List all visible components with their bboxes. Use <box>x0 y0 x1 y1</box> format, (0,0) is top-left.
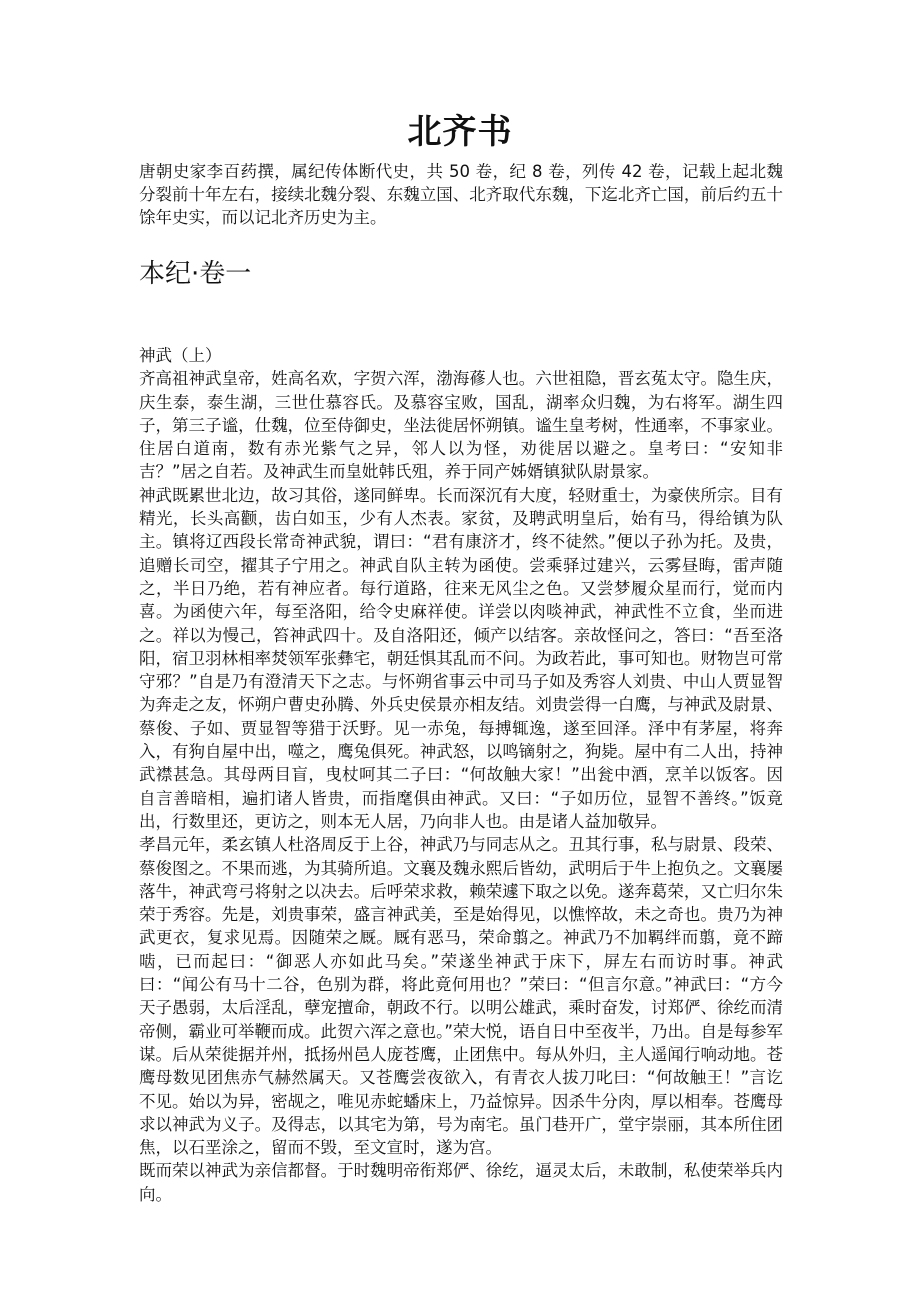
document-title: 北齐书 <box>407 112 513 152</box>
body-text <box>139 344 783 1206</box>
body-paragraph: 孝昌元年，柔玄镇人杜洛周反于上谷，神武乃与同志从之。丑其行事，私与尉景、段荣、蔡俊图之。不果而逃，为其骑所追。文襄及魏永熙后皆幼，武明后于牛上抱负之。文襄屡落牛，神武弯弓将射之以决去。后呼荣求救，赖荣遽下取之以免。遂奔葛荣，又亡归尔朱荣于秀容。先是，刘贵事荣，盛言神武美，至是始得见，以憔悴故，未之奇也。贵乃为神武更衣，复求见焉。因随荣之厩。厩有恶马，荣命翦之。神武乃不加羁绊而翦，竟不蹄啮，已而起曰：“御恶人亦如此马矣。”荣遂坐神武于床下，屏左右而访时事。神武曰：“闻公有马十二谷，色别为群，将此竟何用也？”荣曰：“但言尔意。”神武曰：“方今天子愚弱，太后淫乱，孽宠擅命，朝政不行。以明公雄武，乘时奋发，讨郑俨、徐纥而清帝侧，霸业可举鞭而成。此贺六浑之意也。”荣大悦，语自日中至夜半，乃出。自是每参军谋。后从荣徙据并州，抵扬州邑人庞苍鹰，止团焦中。每从外归，主人遥闻行响动地。苍鹰母数见团焦赤气赫然属天。又苍鹰尝夜欲入，有青衣人拔刀叱曰：“何故触王！”言讫不见。始以为异，密觇之，唯见赤蛇蟠床上，乃益惊异。因杀牛分肉，厚以相奉。苍鹰母求以神武为义子。及得志，以其宅为第，号为南宅。虽门巷开广，堂宇崇丽，其本所住团焦，以石垩涂之，留而不毁，至文宣时，遂为宫。 <box>139 835 783 1158</box>
body-paragraph: 齐高祖神武皇帝，姓高名欢，字贺六浑，渤海蓚人也。六世祖隐，晋玄菟太守。隐生庆，庆生泰，泰生湖，三世仕慕容氏。及慕容宝败，国乱，湖率众归魏，为右将军。湖生四子，第三子谧，仕魏，位至侍御史，坐法徙居怀朔镇。谧生皇考树，性通率，不事家业。住居白道南，数有赤光紫气之异，邻人以为怪，劝徙居以避之。皇考曰：“安知非吉？”居之自若。及神武生而皇妣韩氏殂，养于同产姊婿镇狱队尉景家。 <box>139 369 783 482</box>
body-paragraph: 神武既累世北边，故习其俗，遂同鲜卑。长而深沉有大度，轻财重士，为豪侠所宗。目有精光，长头高颧，齿白如玉，少有人杰表。家贫，及聘武明皇后，始有马，得给镇为队主。镇将辽西段长常奇神武貌，谓曰：“君有康济才，终不徒然。”便以子孙为托。及贵，追赠长司空，擢其子宁用之。神武自队主转为函使。尝乘驿过建兴，云雾昼晦，雷声随之，半日乃绝，若有神应者。每行道路，往来无风尘之色。又尝梦履众星而行，觉而内喜。为函使六年，每至洛阳，给令史麻祥使。详尝以肉啖神武，神武性不立食，坐而进之。祥以为慢己，笞神武四十。及自洛阳还，倾产以结客。亲故怪问之，答曰：“吾至洛阳，宿卫羽林相率焚领军张彝宅，朝廷惧其乱而不问。为政若此，事可知也。财物岂可常守邪？”自是乃有澄清天下之志。与怀朔省事云中司马子如及秀容人刘贵、中山人贾显智为奔走之友，怀朔户曹史孙腾、外兵史侯景亦相友结。刘贵尝得一白鹰，与神武及尉景、蔡俊、子如、贾显智等猎于沃野。见一赤兔，每搏辄逸，遂至回泽。泽中有茅屋，将奔入，有狗自屋中出，噬之，鹰兔俱死。神武怒，以鸣镝射之，狗毙。屋中有二人出，持神武襟甚急。其母两目盲，曳杖呵其二子曰：“何故触大家！”出瓮中酒，烹羊以饭客。因自言善暗相，遍扪诸人皆贵，而指麾俱由神武。又曰：“子如历位，显智不善终。”饭竟出，行数里还，更访之，则本无人居，乃向非人也。由是诸人益加敬异。 <box>139 485 783 831</box>
intro-paragraph: 唐朝史家李百药撰，属纪传体断代史，共 50 卷，纪 8 卷，列传 42 卷，记载上起北魏分裂前十年左右，接续北魏分裂、东魏立国、北齐取代东魏，下迄北齐亡国，前后约五十馀年史实，而以记北齐历史为主。 <box>139 162 783 227</box>
body-paragraph: 既而荣以神武为亲信都督。于时魏明帝衔郑俨、徐纥，逼灵太后，未敢制，私使荣举兵内向。 <box>139 1161 783 1204</box>
section-heading: 本纪·卷一 <box>139 259 252 289</box>
chapter-label: 神武（上） <box>139 346 222 365</box>
